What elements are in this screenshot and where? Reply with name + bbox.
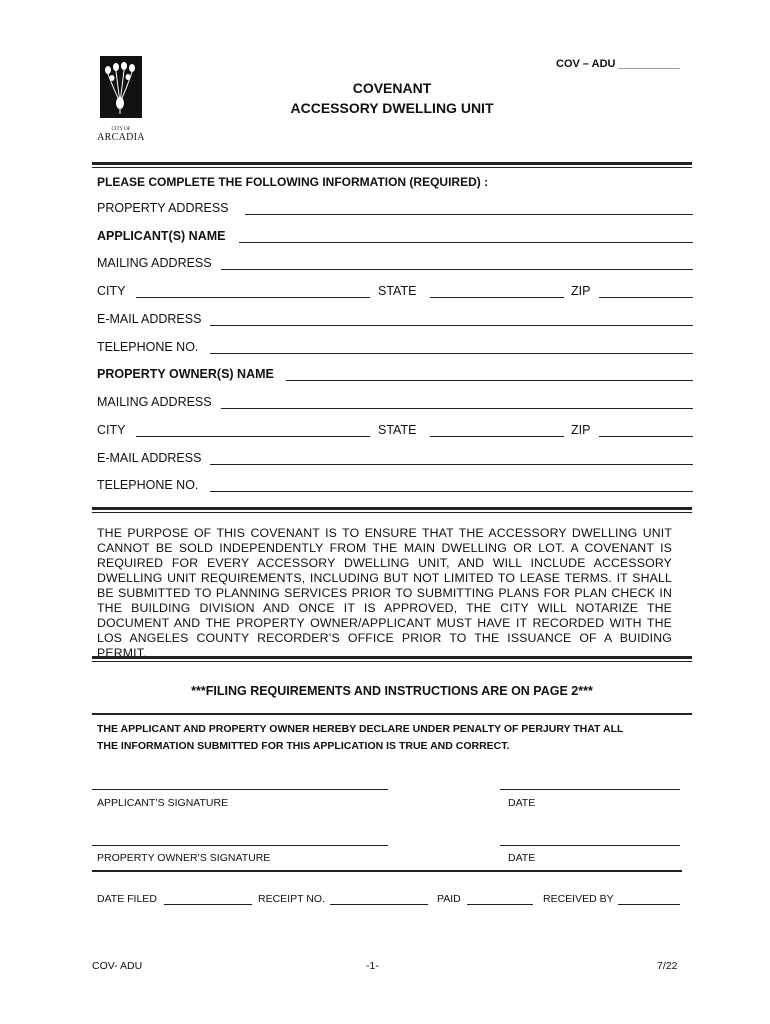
owner-city-field[interactable]: [136, 436, 370, 437]
owner-date-field[interactable]: [500, 845, 680, 846]
owner-zip-field[interactable]: [599, 436, 693, 437]
fields-divider: [92, 507, 692, 513]
property-address-label: PROPERTY ADDRESS: [97, 201, 229, 215]
paid-field[interactable]: [467, 904, 533, 905]
applicant-state-label: STATE: [378, 284, 417, 298]
footer-form-code: COV- ADU: [92, 960, 143, 972]
document-title: COVENANT: [352, 80, 432, 96]
owner-name-label: PROPERTY OWNER(S) NAME: [97, 367, 274, 381]
applicant-email-field[interactable]: [210, 325, 693, 326]
applicant-city-label: CITY: [97, 284, 126, 298]
instructions-text: PLEASE COMPLETE THE FOLLOWING INFORMATION (REQUIRED) :: [97, 175, 489, 189]
owner-state-label: STATE: [378, 423, 417, 437]
document-subtitle: ACCESSORY DWELLING UNIT: [290, 100, 494, 116]
receipt-no-label: RECEIPT NO.: [258, 893, 325, 905]
owner-email-field[interactable]: [210, 464, 693, 465]
logo-city-of: CITY OF: [111, 127, 131, 132]
applicant-email-label: E-MAIL ADDRESS: [97, 312, 202, 326]
owner-phone-label: TELEPHONE NO.: [97, 478, 199, 492]
applicant-date-field[interactable]: [500, 789, 680, 790]
filing-notice: ***FILING REQUIREMENTS AND INSTRUCTIONS ARE ON PAGE 2***: [191, 684, 593, 698]
paid-label: PAID: [437, 893, 461, 905]
owner-city-label: CITY: [97, 423, 126, 437]
logo-city-name: ARCADIA: [97, 132, 145, 143]
date-filed-field[interactable]: [164, 904, 252, 905]
header-divider: [92, 162, 692, 168]
applicant-date-label: DATE: [508, 797, 536, 809]
owner-zip-label: ZIP: [571, 423, 591, 437]
owner-mailing-label: MAILING ADDRESS: [97, 395, 212, 409]
declaration-line-2: THE INFORMATION SUBMITTED FOR THIS APPLICATION IS TRUE AND CORRECT.: [97, 740, 510, 752]
applicant-phone-label: TELEPHONE NO.: [97, 340, 199, 354]
applicant-phone-field[interactable]: [210, 353, 693, 354]
applicant-city-field[interactable]: [136, 297, 370, 298]
applicant-name-field[interactable]: [239, 242, 693, 243]
owner-signature-field[interactable]: [92, 845, 388, 846]
applicant-signature-field[interactable]: [92, 789, 388, 790]
owner-date-label: DATE: [508, 852, 536, 864]
received-by-field[interactable]: [618, 904, 680, 905]
owner-state-field[interactable]: [430, 436, 564, 437]
owner-mailing-field[interactable]: [221, 408, 693, 409]
applicant-zip-field[interactable]: [599, 297, 693, 298]
declaration-line-1: THE APPLICANT AND PROPERTY OWNER HEREBY DECLARE UNDER PENALTY OF PERJURY THAT ALL: [97, 723, 624, 735]
owner-signature-label: PROPERTY OWNER’S SIGNATURE: [97, 852, 271, 864]
property-address-field[interactable]: [245, 214, 693, 215]
receipt-no-field[interactable]: [330, 904, 428, 905]
applicant-mailing-label: MAILING ADDRESS: [97, 256, 212, 270]
owner-name-field[interactable]: [286, 380, 693, 381]
applicant-signature-label: APPLICANT’S SIGNATURE: [97, 797, 229, 809]
applicant-state-field[interactable]: [430, 297, 564, 298]
applicant-name-label: APPLICANT(S) NAME: [97, 229, 226, 243]
applicant-mailing-field[interactable]: [221, 269, 693, 270]
filing-divider: [92, 713, 692, 715]
office-use-divider: [92, 870, 682, 872]
purpose-paragraph: THE PURPOSE OF THIS COVENANT IS TO ENSURE THAT THE ACCESSORY DWELLING UNIT CANNOT BE SOLD INDEPENDENTLY FROM THE MAIN DWELLING OR LOT. A COVENANT IS REQUIRED FOR EVERY ACCESSORY DWELLING UNIT, AND WILL INCLUDE ACCESSORY DWELLING UNIT REQUIREMENTS, INCLUDING BUT NOT LIMITED TO LEASE TERMS. IT SHALL BE SUBMITTED TO PLANNING SERVICES PRIOR TO SUBMITTING PLANS FOR PLAN CHECK IN THE BUILDING DIVISION AND ONCE IT IS APPROVED, THE CITY WILL NOTARIZE THE DOCUMENT AND THE PROPERTY OWNER/APPLICANT MUST HAVE IT RECORDED WITH THE LOS ANGELES COUNTY RECORDER’S OFFICE PRIOR TO THE ISSUANCE OF A BUIDING PERMIT.: [97, 526, 672, 660]
page-number: -1-: [366, 960, 379, 972]
received-by-label: RECEIVED BY: [543, 893, 614, 905]
applicant-zip-label: ZIP: [571, 284, 591, 298]
revision-date: 7/22: [657, 960, 678, 972]
owner-phone-field[interactable]: [210, 491, 693, 492]
purpose-divider: [92, 656, 692, 662]
form-code: COV – ADU __________: [556, 58, 680, 70]
owner-email-label: E-MAIL ADDRESS: [97, 451, 202, 465]
date-filed-label: DATE FILED: [97, 893, 157, 905]
